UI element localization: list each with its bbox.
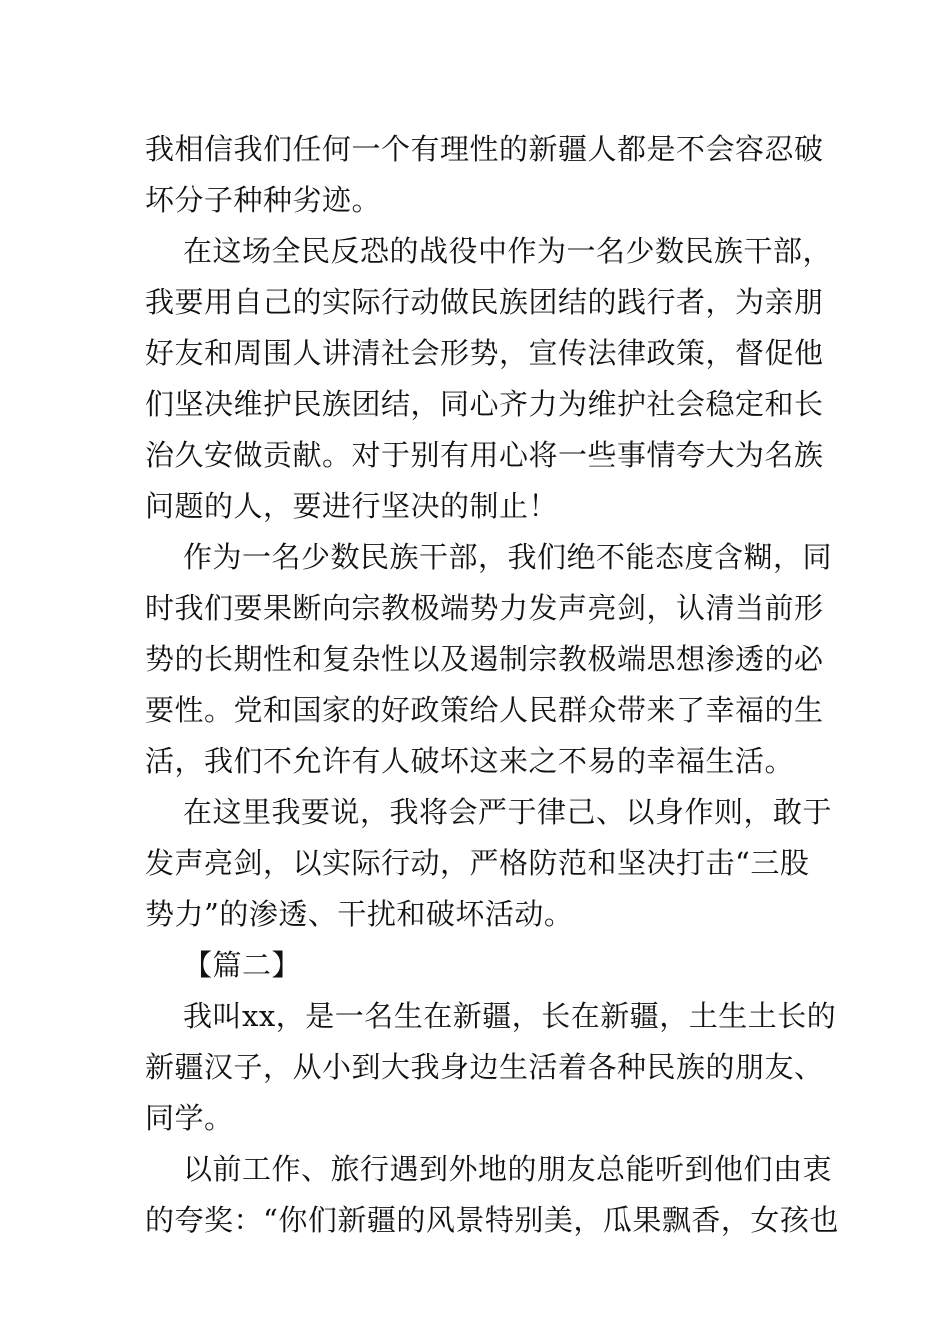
text-line: 我要用自己的实际行动做民族团结的践行者，为亲朋 [145,285,824,319]
paragraph-start-line: 作为一名少数民族干部，我们绝不能态度含糊，同 [183,540,833,574]
text-line: 坏分子种种劣迹。 [145,183,382,217]
paragraph-start-line: 在这里我要说，我将会严于律己、以身作则，敢于 [183,795,833,829]
text-line: 活，我们不允许有人破坏这来之不易的幸福生活。 [145,744,795,778]
text-line: 我相信我们任何一个有理性的新疆人都是不会容忍破 [145,132,824,166]
text-line: 同学。 [145,1101,234,1135]
text-line: 的夸奖：“你们新疆的风景特别美，瓜果飘香，女孩也 [145,1203,839,1237]
paragraph-start-line: 以前工作、旅行遇到外地的朋友总能听到他们由衷 [183,1152,833,1186]
text-line: 新疆汉子，从小到大我身边生活着各种民族的朋友、 [145,1050,824,1084]
text-line: 好友和周围人讲清社会形势，宣传法律政策，督促他 [145,336,824,370]
paragraph-start-line: 在这场全民反恐的战役中作为一名少数民族干部， [183,234,833,268]
text-line: 们坚决维护民族团结，同心齐力为维护社会稳定和长 [145,387,824,421]
paragraph-start-line: 我叫xx，是一名生在新疆，长在新疆，土生土长的 [183,999,837,1033]
text-line: 势的长期性和复杂性以及遏制宗教极端思想渗透的必 [145,642,824,676]
text-line: 问题的人，要进行坚决的制止！ [145,489,559,523]
text-line: 治久安做贡献。对于别有用心将一些事情夸大为名族 [145,438,824,472]
text-line: 势力”的渗透、干扰和破坏活动。 [145,897,574,931]
section-heading: 【篇二】 [183,948,302,982]
text-line: 发声亮剑，以实际行动，严格防范和坚决打击“三股 [145,846,810,880]
text-line: 要性。党和国家的好政策给人民群众带来了幸福的生 [145,693,824,727]
text-line: 时我们要果断向宗教极端势力发声亮剑，认清当前形 [145,591,824,625]
document-body [145,124,839,1246]
